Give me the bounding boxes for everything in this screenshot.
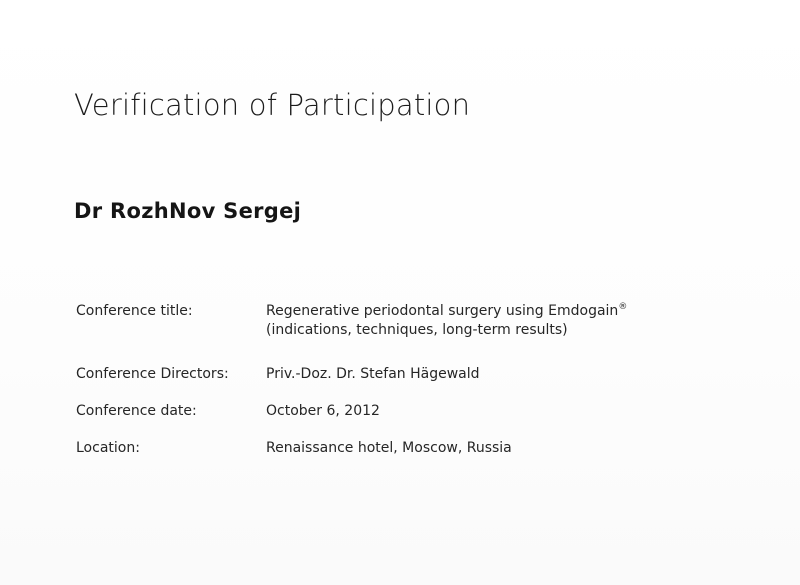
participant-name: Dr RozhNov Sergej	[74, 199, 302, 223]
conference-directors-label: Conference Directors:	[76, 366, 229, 382]
location-row	[76, 439, 736, 476]
conference-title-row	[76, 302, 736, 365]
conference-title-value	[266, 302, 706, 340]
conference-title-rest: (indications, techniques, long-term results)	[266, 322, 568, 338]
document-title: Verification of Participation	[74, 88, 471, 122]
conference-date-label: Conference date:	[76, 403, 197, 419]
conference-directors-row	[76, 365, 736, 402]
location-label: Location:	[76, 440, 140, 456]
conference-date-value: October 6, 2012	[266, 403, 380, 419]
conference-date-row	[76, 402, 736, 439]
registered-mark: ®	[618, 302, 628, 312]
conference-title-label: Conference title:	[76, 303, 193, 319]
conference-title-main: Regenerative periodontal surgery using Emdogain	[266, 303, 619, 319]
conference-directors-value: Priv.-Doz. Dr. Stefan Hägewald	[266, 366, 480, 382]
location-value: Renaissance hotel, Moscow, Russia	[266, 440, 512, 456]
conference-details	[76, 302, 736, 476]
